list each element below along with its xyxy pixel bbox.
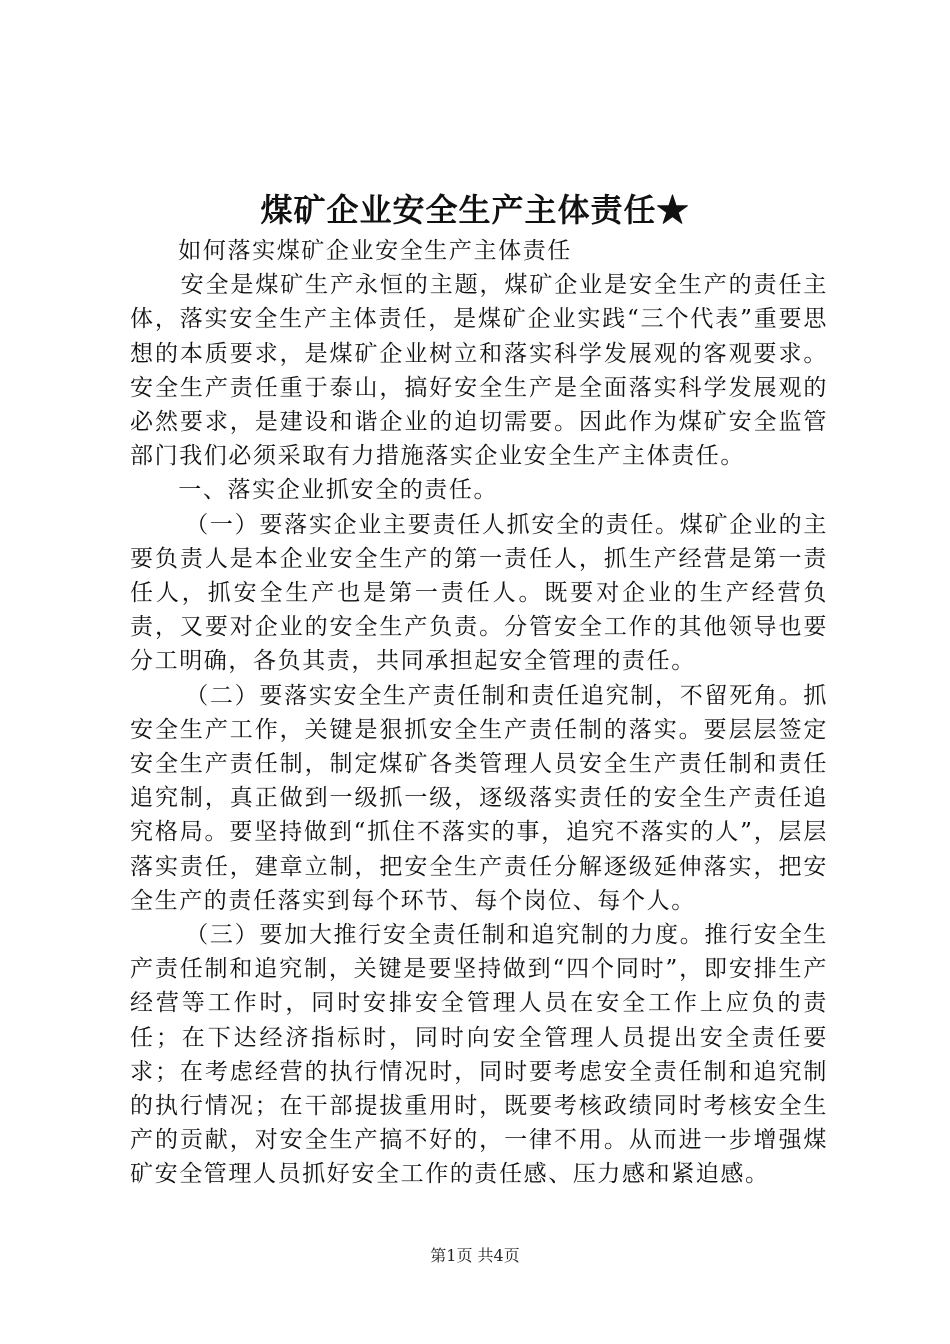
page-number: 第1页 共4页 — [430, 1246, 520, 1265]
document-body — [130, 234, 828, 1192]
document-title: 煤矿企业安全生产主体责任★ — [260, 191, 690, 229]
section-heading: 一、落实企业抓安全的责任。 — [178, 477, 499, 504]
document-subtitle: 如何落实煤矿企业安全生产主体责任 — [178, 238, 572, 264]
subsection-paragraph-3: （三）要加大推行安全责任制和追究制的力度。推行安全生产责任制和追究制，关键是要坚持做到“四个同时”，即安排生产经营等工作时，同时安排安全管理人员在安全工作上应负的责任；在下达经济指标时，同时向安全管理人员提出安全责任要求；在考虑经营的执行情况时，同时要考虑安全责任制和追究制的执行情况；在干部提拔重用时，既要考核政绩同时考核安全生产的贡献，对安全生产搞不好的，一律不用。从而进一步增强煤矿安全管理人员抓好安全工作的责任感、压力感和紧迫感。 — [130, 922, 828, 1188]
subsection-paragraph-2: （二）要落实安全生产责任制和责任追究制，不留死角。抓安全生产工作，关键是狠抓安全生产责任制的落实。要层层签定安全生产责任制，制定煤矿各类管理人员安全生产责任制和责任追究制，真正做到一级抓一级，逐级落实责任的安全生产责任追究格局。要坚持做到“抓住不落实的事，追究不落实的人”，层层落实责任，建章立制，把安全生产责任分解逐级延伸落实，把安全生产的责任落实到每个环节、每个岗位、每个人。 — [130, 682, 828, 914]
subsection-paragraph-1: （一）要落实企业主要责任人抓安全的责任。煤矿企业的主要负责人是本企业安全生产的第一责任人，抓生产经营是第一责任人，抓安全生产也是第一责任人。既要对企业的生产经营负责，又要对企业的安全生产负责。分管安全工作的其他领导也要分工明确，各负其责，共同承担起安全管理的责任。 — [130, 511, 828, 675]
intro-paragraph: 安全是煤矿生产永恒的主题，煤矿企业是安全生产的责任主体，落实安全生产主体责任，是煤矿企业实践“三个代表”重要思想的本质要求，是煤矿企业树立和落实科学发展观的客观要求。安全生产责任重于泰山，搞好安全生产是全面落实科学发展观的必然要求，是建设和谐企业的迫切需要。因此作为煤矿安全监管部门我们必须采取有力措施落实企业安全生产主体责任。 — [130, 272, 828, 470]
